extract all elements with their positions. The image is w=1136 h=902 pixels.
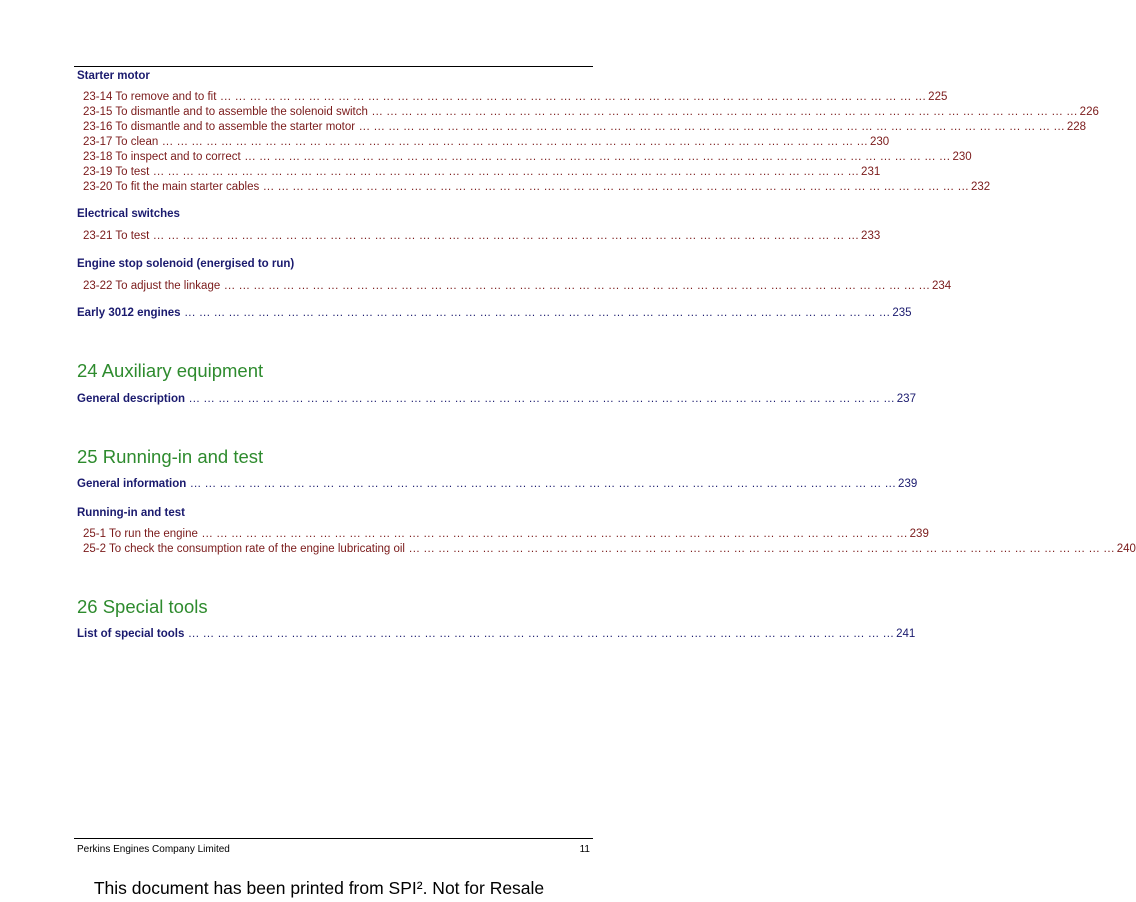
toc-entry[interactable]	[83, 181, 991, 196]
leader-dots: ... ... ... ... ... ... ... ... ... ... ... ... ... ... ... ... ... ... ... ... ... ... ... ... ... ... ... ... ... ... ... ... ... ... ... ... ... ... ... ... ... ... ... ... ... ... ... ...	[162, 136, 868, 148]
toc-entry-text: 23-17 To clean	[83, 136, 159, 148]
toc-entry-page: 241	[896, 628, 916, 640]
toc-entry-text: 23-21 To test	[83, 230, 150, 242]
leader-dots: ... ... ... ... ... ... ... ... ... ... ... ... ... ... ... ... ... ... ... ... ... ... ... ... ... ... ... ... ... ... ... ... ... ... ... ... ... ... ... ... ... ... ... ... ... ... ... ...	[220, 91, 927, 103]
toc-entry-page: 226	[1079, 106, 1099, 118]
toc-entry-page: 240	[1116, 543, 1136, 555]
toc-entry[interactable]	[83, 121, 1087, 136]
leader-dots: ... ... ... ... ... ... ... ... ... ... ... ... ... ... ... ... ... ... ... ... ... ... ... ... ... ... ... ... ... ... ... ... ... ... ... ... ... ... ... ... ... ... ... ... ... ... ... ...	[244, 151, 951, 163]
toc-entry-early-3012[interactable]	[77, 307, 912, 322]
toc-entry[interactable]	[83, 151, 972, 166]
toc-entry-text: 23-15 To dismantle and to assemble the solenoid switch	[83, 106, 368, 118]
toc-entry-text: 23-22 To adjust the linkage	[83, 280, 221, 292]
toc-entry[interactable]	[83, 136, 890, 151]
toc-entry-text: 23-20 To fit the main starter cables	[83, 181, 260, 193]
toc-entry-text: Early 3012 engines	[77, 307, 181, 319]
toc-entry-text: 23-14 To remove and to fit	[83, 91, 217, 103]
toc-entry[interactable]	[83, 280, 952, 295]
leader-dots: ... ... ... ... ... ... ... ... ... ... ... ... ... ... ... ... ... ... ... ... ... ... ... ... ... ... ... ... ... ... ... ... ... ... ... ... ... ... ... ... ... ... ... ... ... ... ... ...	[359, 121, 1065, 133]
section-heading-electrical-switches: Electrical switches	[77, 208, 180, 220]
toc-entry-page: 233	[861, 230, 881, 242]
chapter-title-26: 26 Special tools	[77, 596, 208, 617]
toc-entry-page: 230	[952, 151, 972, 163]
toc-entry-page: 230	[870, 136, 890, 148]
toc-entry-page: 235	[892, 307, 912, 319]
toc-entry-page: 239	[898, 478, 918, 490]
section-heading-engine-stop-solenoid: Engine stop solenoid (energised to run)	[77, 258, 295, 270]
section-heading-running-in: Running-in and test	[77, 507, 185, 519]
toc-entry[interactable]	[83, 106, 1099, 121]
toc-entry-text: List of special tools	[77, 628, 185, 640]
toc-entry-text: 23-18 To inspect and to correct	[83, 151, 241, 163]
leader-dots: ... ... ... ... ... ... ... ... ... ... ... ... ... ... ... ... ... ... ... ... ... ... ... ... ... ... ... ... ... ... ... ... ... ... ... ... ... ... ... ... ... ... ... ... ... ... ... ...	[153, 230, 860, 242]
toc-entry-page: 234	[932, 280, 952, 292]
toc-entry-page: 225	[928, 91, 948, 103]
toc-entry-page: 237	[896, 393, 916, 405]
chapter-title-25: 25 Running-in and test	[77, 446, 264, 467]
toc-entry[interactable]	[83, 543, 1136, 558]
toc-entry-list-of-special-tools[interactable]	[77, 628, 916, 643]
toc-entry-text: 25-1 To run the engine	[83, 528, 198, 540]
leader-dots: ... ... ... ... ... ... ... ... ... ... ... ... ... ... ... ... ... ... ... ... ... ... ... ... ... ... ... ... ... ... ... ... ... ... ... ... ... ... ... ... ... ... ... ... ... ... ... ...	[184, 307, 891, 319]
leader-dots: ... ... ... ... ... ... ... ... ... ... ... ... ... ... ... ... ... ... ... ... ... ... ... ... ... ... ... ... ... ... ... ... ... ... ... ... ... ... ... ... ... ... ... ... ... ... ... ...	[371, 106, 1078, 118]
toc-entry-text: General description	[77, 393, 186, 405]
leader-dots: ... ... ... ... ... ... ... ... ... ... ... ... ... ... ... ... ... ... ... ... ... ... ... ... ... ... ... ... ... ... ... ... ... ... ... ... ... ... ... ... ... ... ... ... ... ... ... ...	[189, 393, 895, 405]
toc-entry-page: 231	[861, 166, 881, 178]
toc-entry-general-information[interactable]	[77, 478, 918, 493]
footer-page-number: 11	[579, 844, 590, 855]
toc-entry[interactable]	[83, 91, 948, 106]
toc-entry-text: 25-2 To check the consumption rate of the engine lubricating oil	[83, 543, 405, 555]
toc-entry-page: 228	[1066, 121, 1087, 133]
footer-company: Perkins Engines Company Limited	[77, 844, 230, 855]
leader-dots: ... ... ... ... ... ... ... ... ... ... ... ... ... ... ... ... ... ... ... ... ... ... ... ... ... ... ... ... ... ... ... ... ... ... ... ... ... ... ... ... ... ... ... ... ... ... ... ...	[153, 166, 860, 178]
print-notice: This document has been printed from SPI². Not for Resale	[93, 878, 545, 898]
toc-entry-text: General information	[77, 478, 187, 490]
chapter-title-24: 24 Auxiliary equipment	[77, 360, 264, 381]
leader-dots: ... ... ... ... ... ... ... ... ... ... ... ... ... ... ... ... ... ... ... ... ... ... ... ... ... ... ... ... ... ... ... ... ... ... ... ... ... ... ... ... ... ... ... ... ... ... ... ...	[263, 181, 969, 193]
toc-entry-general-description[interactable]	[77, 393, 916, 408]
footer-rule	[74, 838, 593, 839]
toc-entry-page: 239	[909, 528, 929, 540]
toc-entry-page: 232	[970, 181, 991, 193]
leader-dots: ... ... ... ... ... ... ... ... ... ... ... ... ... ... ... ... ... ... ... ... ... ... ... ... ... ... ... ... ... ... ... ... ... ... ... ... ... ... ... ... ... ... ... ... ... ... ... ...	[188, 628, 895, 640]
leader-dots: ... ... ... ... ... ... ... ... ... ... ... ... ... ... ... ... ... ... ... ... ... ... ... ... ... ... ... ... ... ... ... ... ... ... ... ... ... ... ... ... ... ... ... ... ... ... ... ...	[224, 280, 931, 292]
toc-entry[interactable]	[83, 528, 929, 543]
section-heading-starter-motor: Starter motor	[77, 70, 150, 82]
leader-dots: ... ... ... ... ... ... ... ... ... ... ... ... ... ... ... ... ... ... ... ... ... ... ... ... ... ... ... ... ... ... ... ... ... ... ... ... ... ... ... ... ... ... ... ... ... ... ... ...	[201, 528, 908, 540]
toc-entry[interactable]	[83, 230, 881, 245]
toc-entry[interactable]	[83, 166, 881, 181]
toc-entry-text: 23-19 To test	[83, 166, 150, 178]
leader-dots: ... ... ... ... ... ... ... ... ... ... ... ... ... ... ... ... ... ... ... ... ... ... ... ... ... ... ... ... ... ... ... ... ... ... ... ... ... ... ... ... ... ... ... ... ... ... ... ...	[409, 543, 1115, 555]
top-rule	[74, 66, 593, 67]
leader-dots: ... ... ... ... ... ... ... ... ... ... ... ... ... ... ... ... ... ... ... ... ... ... ... ... ... ... ... ... ... ... ... ... ... ... ... ... ... ... ... ... ... ... ... ... ... ... ... ...	[190, 478, 897, 490]
toc-entry-text: 23-16 To dismantle and to assemble the starter motor	[83, 121, 356, 133]
